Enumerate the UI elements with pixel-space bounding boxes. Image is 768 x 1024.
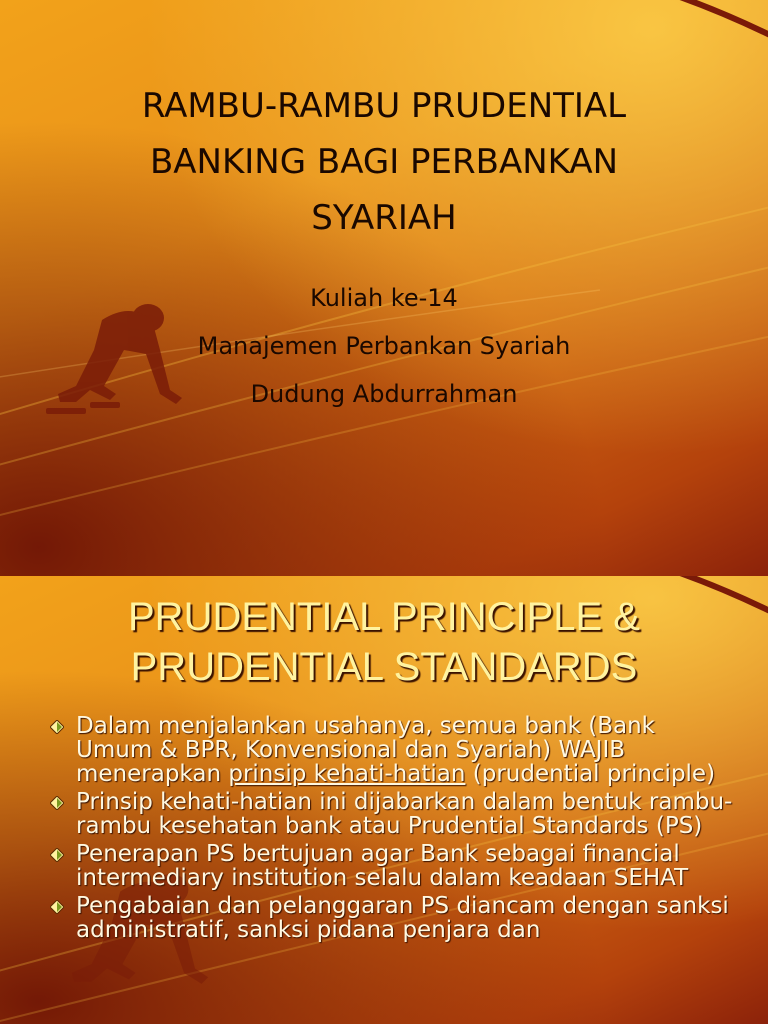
diamond-bullet-icon (50, 720, 64, 734)
title-line: PRUDENTIAL PRINCIPLE & (128, 595, 640, 639)
diamond-bullet-icon (50, 848, 64, 862)
title-line: PRUDENTIAL STANDARDS (130, 645, 638, 689)
bullet-text: Dalam menjalankan usahanya, semua bank (Bank Umum & BPR, Konvensional dan Syariah) WAJIB menerapkan (76, 713, 655, 787)
title-line: RAMBU-RAMBU PRUDENTIAL (141, 86, 627, 126)
list-item (48, 842, 738, 890)
diamond-bullet-icon (50, 796, 64, 810)
content-slide (0, 576, 768, 1024)
slide-subtitle (60, 274, 708, 418)
bullet-text: (prudential principle) (465, 761, 716, 787)
list-item (48, 790, 738, 838)
bullet-list (48, 714, 738, 946)
bullet-underlined-text: prinsip kehati-hatian (228, 761, 466, 787)
bullet-text: Penerapan PS bertujuan agar Bank sebagai financial intermediary institution selalu dalam keadaan SEHAT (76, 841, 689, 891)
slide-title (60, 78, 708, 246)
lecture-number: Kuliah ke-14 (310, 284, 458, 312)
diamond-bullet-icon (50, 900, 64, 914)
bullet-text: Pengabaian dan pelanggaran PS diancam dengan sanksi administratif, sanksi pidana penjara dan (76, 893, 729, 943)
title-line: SYARIAH (311, 198, 457, 238)
bullet-text: Prinsip kehati-hatian ini dijabarkan dalam bentuk rambu-rambu kesehatan bank atau Prudential Standards (PS) (76, 789, 733, 839)
slide-title (40, 592, 728, 692)
author-name: Dudung Abdurrahman (250, 380, 518, 408)
list-item (48, 714, 738, 786)
title-line: BANKING BAGI PERBANKAN (149, 142, 619, 182)
list-item (48, 894, 738, 942)
course-name: Manajemen Perbankan Syariah (197, 332, 571, 360)
